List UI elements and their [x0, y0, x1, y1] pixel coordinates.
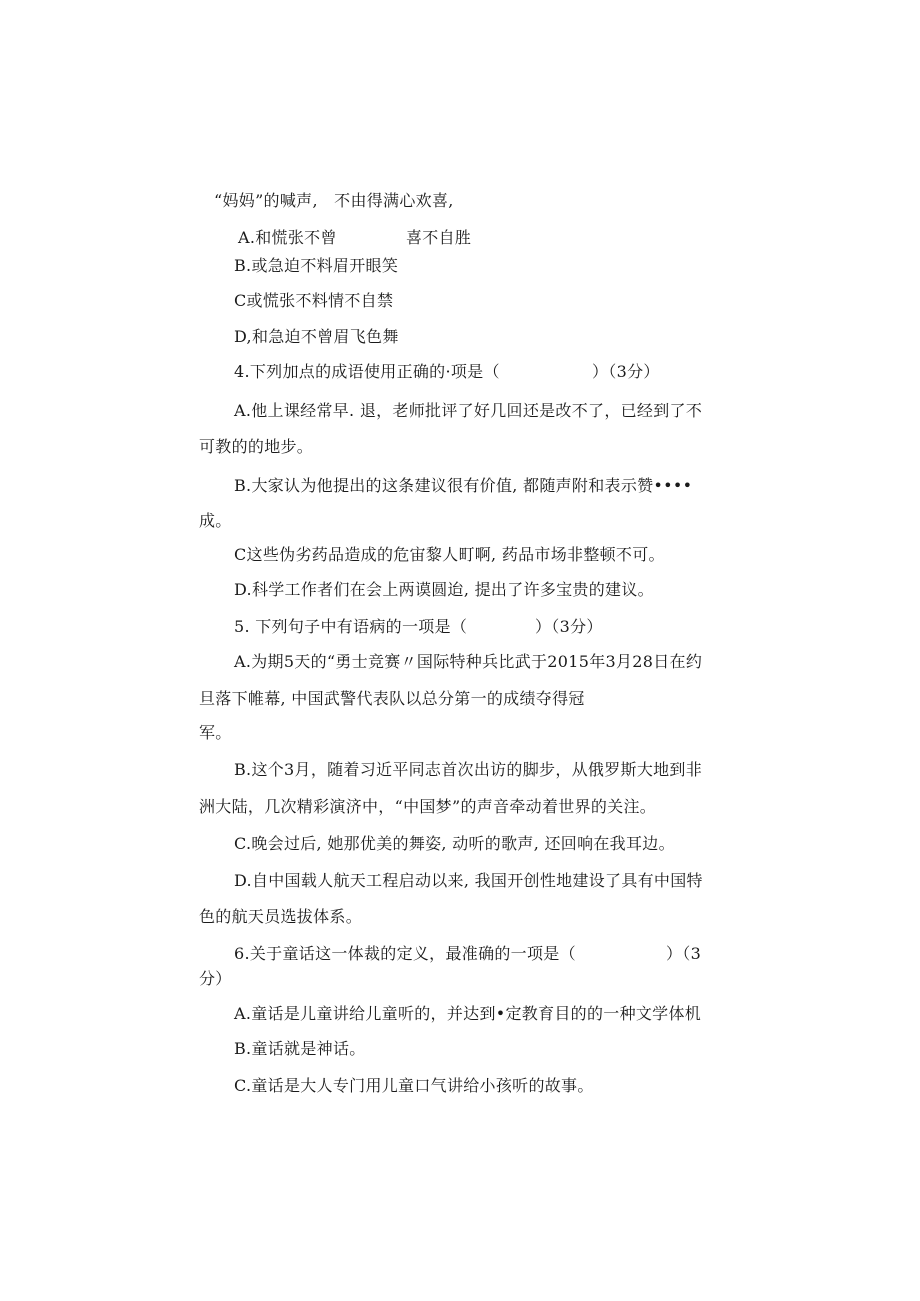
q5-stem: 5. 下列句子中有语病的一项是（: [234, 617, 468, 636]
q6-stem-end: ）（3: [666, 944, 702, 963]
q6-stem: 6.关于童话这一体裁的定义，最准确的一项是（: [234, 944, 576, 963]
q6-option-c: C.童话是大人专门用儿童口气讲给小孩听的故事。: [234, 1076, 594, 1095]
q5-option-a-line2: 旦落下帷幕, 中国武警代表队以总分第一的成绩夺得冠: [199, 689, 585, 708]
q5-option-a-line3: 军。: [199, 723, 232, 742]
q4-stem-end: ）（3分）: [592, 362, 660, 381]
q5-option-c: C.晚会过后, 她那优美的舞姿, 动听的歌声, 还回响在我耳边。: [234, 834, 675, 853]
q3-line: “妈妈”的喊声, 不由得满心欢喜,: [214, 191, 454, 210]
q4-option-c: C这些伪劣药品造成的危宙黎人町啊, 药品市场非整顿不可。: [234, 545, 665, 564]
q4-option-b-line2: 成。: [199, 511, 232, 530]
q4-stem: 4.下列加点的成语使用正确的·项是（: [234, 362, 500, 381]
q6-option-a: A.童话是儿童讲给儿童听的，并达到•定教育目的的一种文学体机: [234, 1004, 702, 1023]
q4-option-a-line1: A.他上课经常早. 退，老师批评了好几回还是改不了，已经到了不: [234, 401, 703, 420]
q5-option-b-line2: 洲大陆，几次精彩演济中，“中国梦”的声音牵动着世界的关注。: [199, 797, 657, 816]
q3-option-c: C或慌张不料情不自禁: [234, 291, 394, 310]
q4-option-a-line2: 可教的的地步。: [199, 437, 314, 456]
q3-option-b: B.或急迫不料眉开眼笑: [234, 256, 399, 275]
q5-stem-end: ）（3分）: [535, 617, 603, 636]
q4-option-b-line1: B.大家认为他提出的这条建议很有价值, 都随声附和表示赞••••: [234, 476, 693, 495]
q3-option-d: D,和急迫不曾眉飞色舞: [234, 327, 399, 346]
q6-stem-wrap: 分）: [199, 969, 232, 988]
q6-option-b: B.童话就是神话。: [234, 1039, 366, 1058]
q3-option-a-left: A.和慌张不曾: [238, 228, 337, 247]
q5-option-d-line1: D.自中国载人航天工程启动以来, 我国开创性地建设了具有中国特: [234, 871, 703, 890]
q5-option-b-line1: B.这个3月，随着习近平同志首次出访的脚步，从俄罗斯大地到非: [234, 760, 703, 779]
q5-option-d-line2: 色的航天员选拔体系。: [199, 907, 363, 926]
q4-option-d: D.科学工作者们在会上两谟圆迨, 提出了许多宝贵的建议。: [234, 580, 654, 599]
q5-option-a-line1: A.为期5天的“勇士竞赛〃国际特种兵比武于2015年3月28日在约: [234, 652, 703, 671]
q3-option-a-right: 喜不自胜: [406, 228, 472, 247]
